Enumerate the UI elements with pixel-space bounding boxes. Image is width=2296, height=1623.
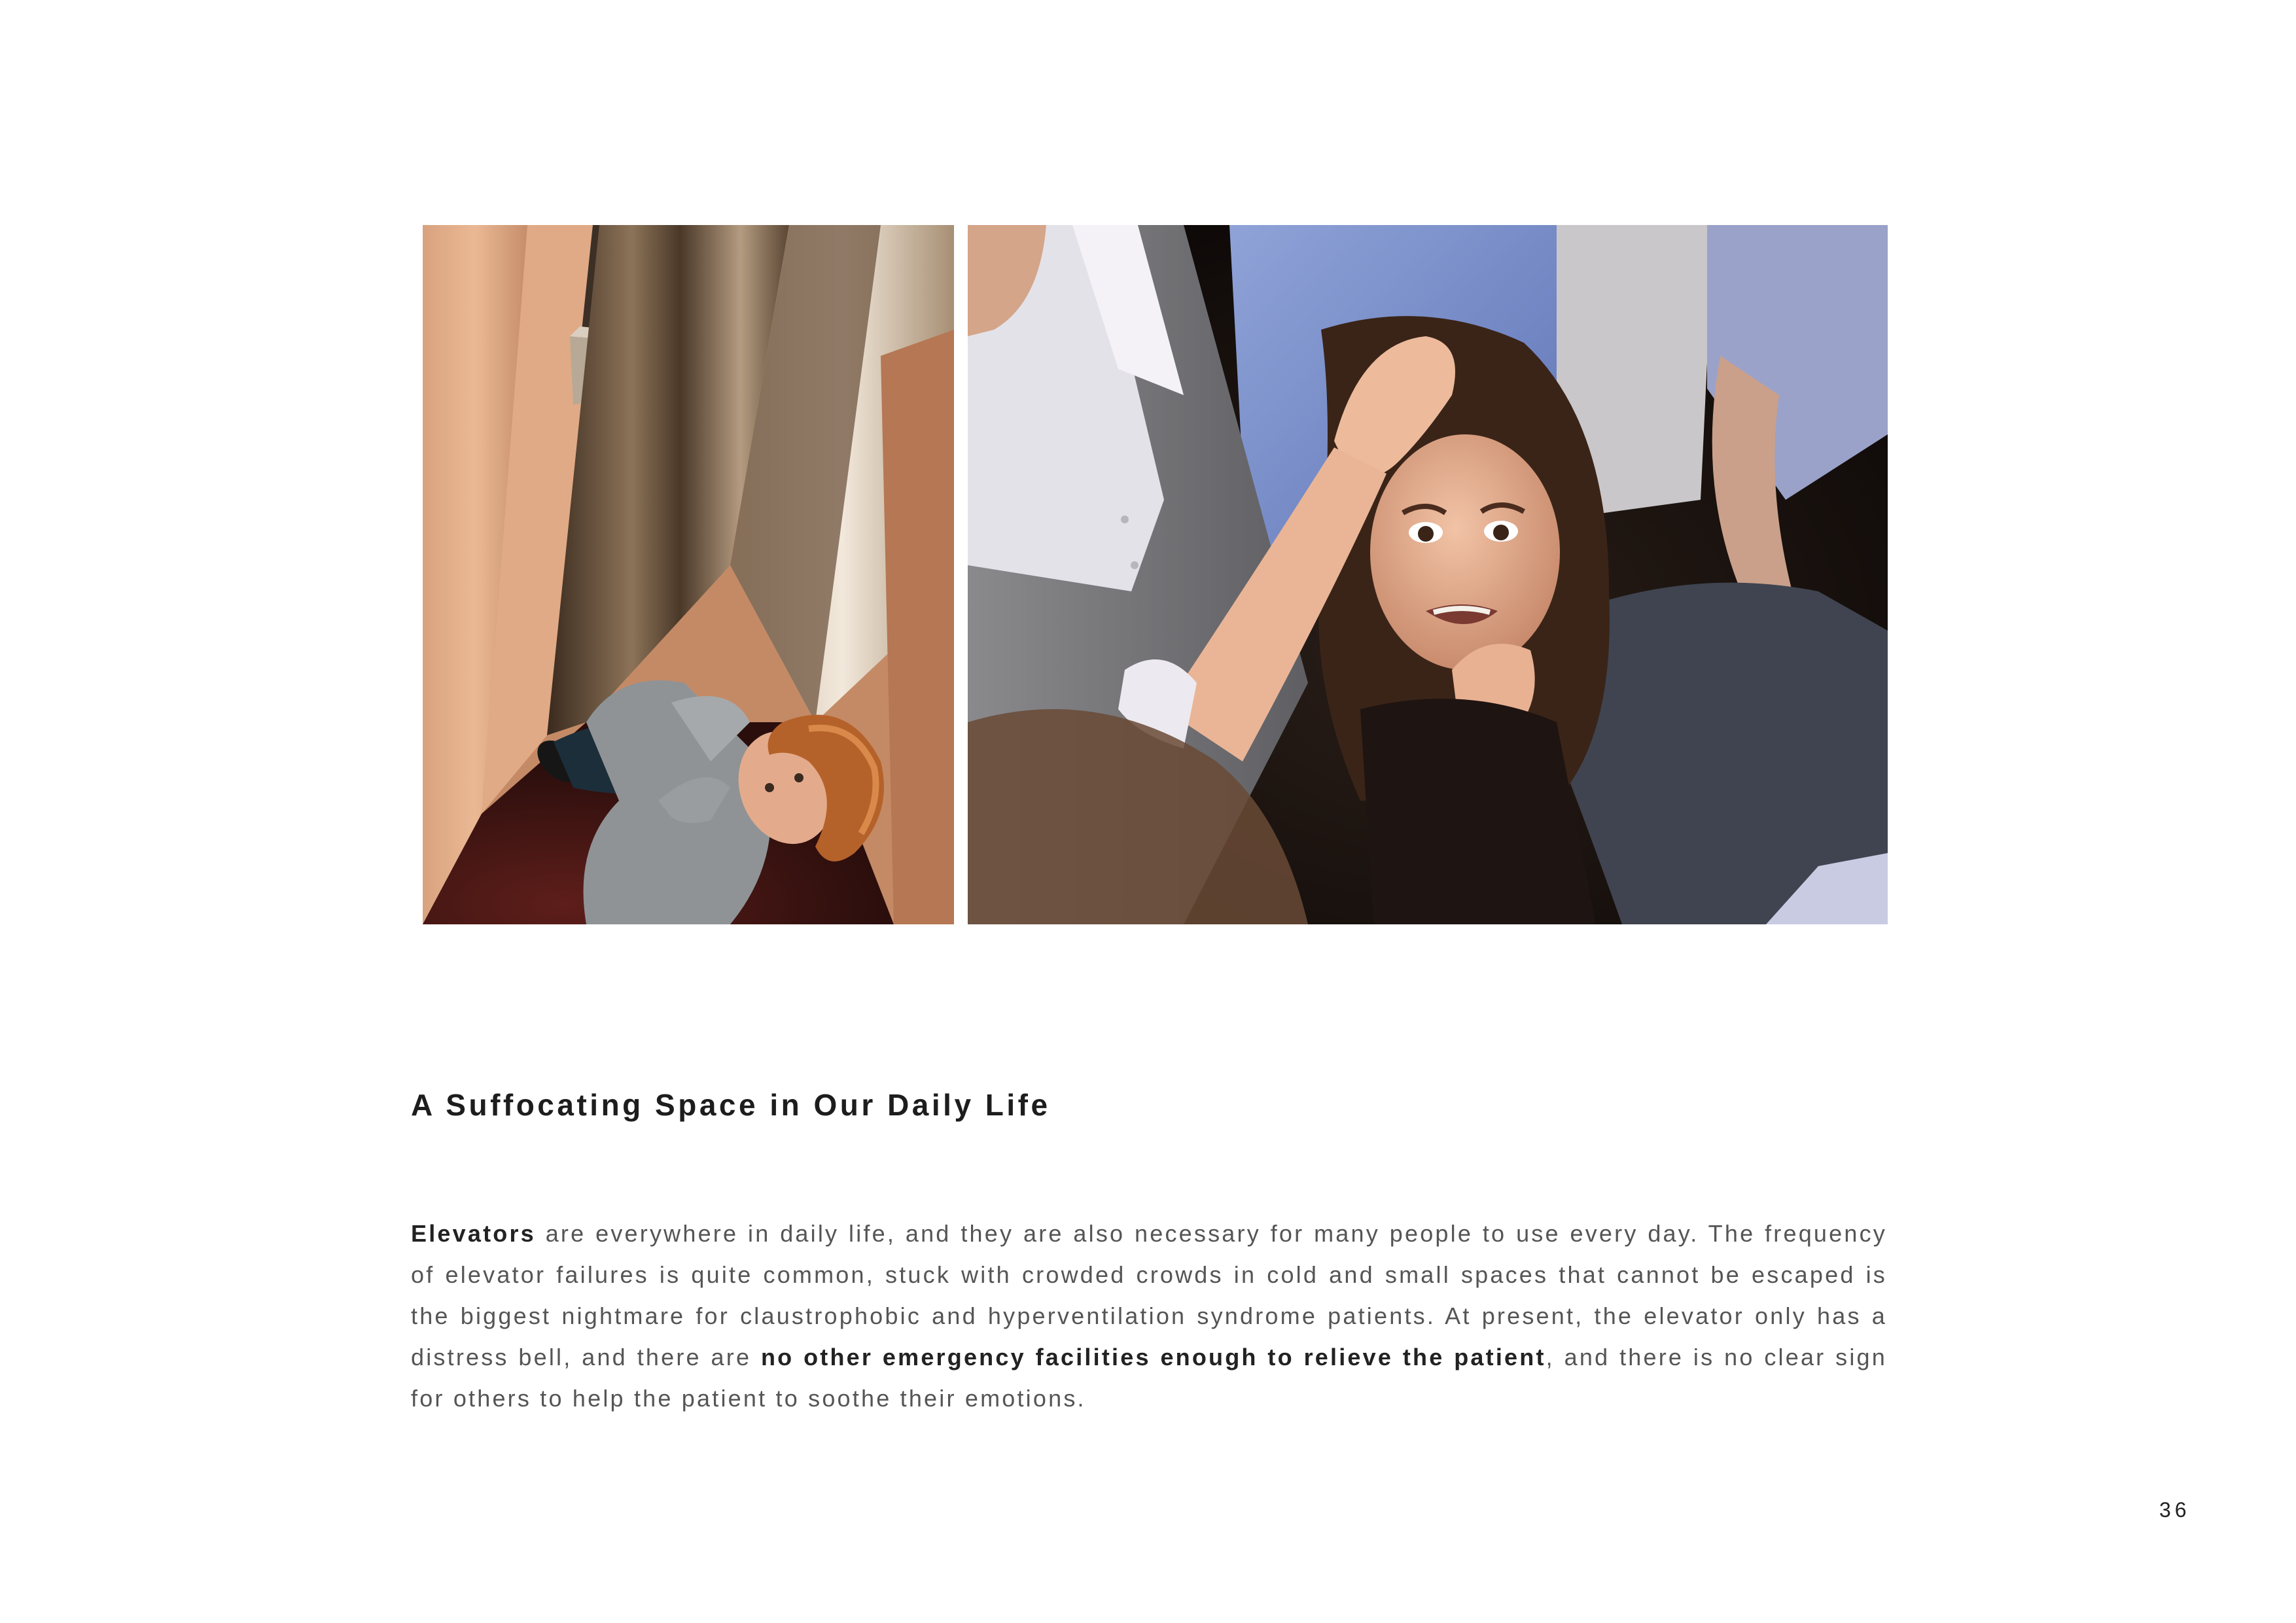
emphasis-bold-text: no other emergency facilities enough to relieve the patient: [760, 1344, 1546, 1370]
elevator-photo: [423, 225, 954, 924]
paragraph-text-part2: , and there is no clear sign for others to help the patient to soothe their emotions.: [411, 1344, 1887, 1412]
woman-in-crowd-image: [968, 225, 1888, 924]
crowd-photo: [968, 225, 1888, 924]
paragraph-text-part1: are everywhere in daily life, and they are also necessary for many people to use every day. The frequency of elevator failures is quite common, stuck with crowded crowds in cold and small spaces that cannot be escaped is the biggest nightmare for claustrophobic and hyperventilation syndrome patients. At present, the elevator only has a distress bell, and there are: [411, 1220, 1887, 1370]
body-paragraph: [411, 1213, 1887, 1419]
lead-bold-text: Elevators: [411, 1220, 536, 1247]
page-number: 36: [2159, 1498, 2191, 1522]
man-in-elevator-image: [423, 225, 954, 924]
section-title: A Suffocating Space in Our Daily Life: [411, 1088, 1051, 1122]
